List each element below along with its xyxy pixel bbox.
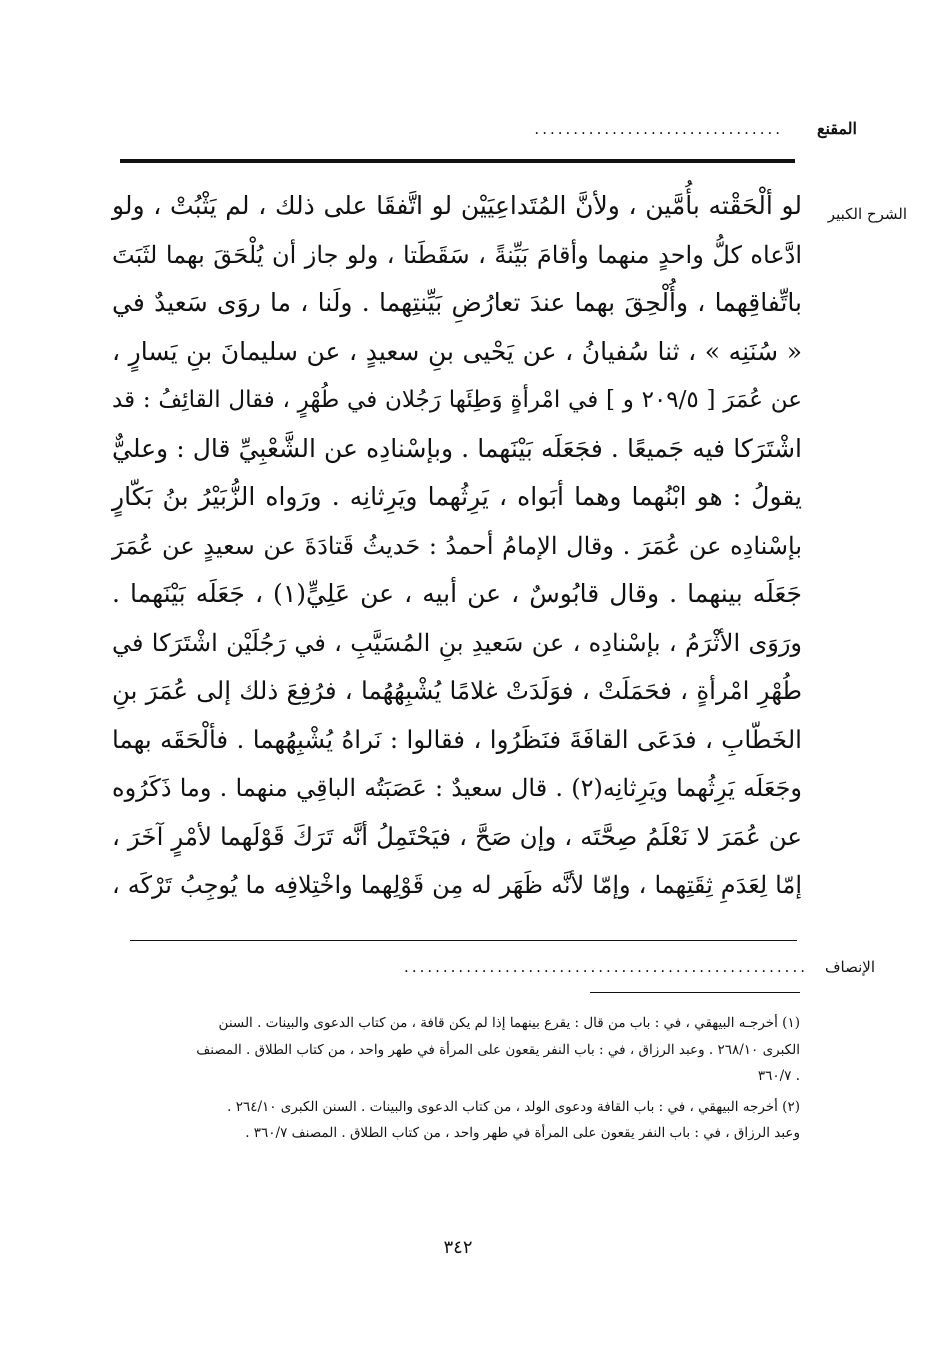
text-line: لو ألْحَقْته بأُمَّين ، ولأنَّ المُتَداعِيَيْن لو اتَّفقَا على ذلك ، لم يَثْبُتْ ، ولو bbox=[112, 191, 802, 220]
text-line: « سُنَنِه » ، ثنا سُفيانُ ، عن يَحْيى بنِ سعيدٍ ، عن سليمانَ بنِ يَسارٍ ، bbox=[112, 336, 802, 366]
insaf-dots: .................................................... bbox=[404, 958, 808, 976]
text-line: عن عُمَرَ [ ٢٠٩/٥ و ] في امْرأةٍ وَطِئَها رَجُلان في طُهْرٍ ، فقال القائِفُ : قد bbox=[112, 387, 802, 413]
page-number: ٣٤٢ bbox=[443, 1237, 473, 1258]
footnote-line: (١) أخرجـه البيهقي ، في : باب من قال : يقرع بينهما إذا لم يكن قافة ، من كتاب الدعوى والبينات . السنن bbox=[218, 1015, 800, 1031]
text-line: وجَعَلَه يَرِثُهما ويَرِثانِه(٢) . قال سعيدٌ : عَصَبَتُه الباقِي منهما . وما ذَكَرُوه bbox=[112, 774, 802, 802]
text-line: ورَوَى الأثْرَمُ ، بإسْنادِه ، عن سَعيدِ بنِ المُسَيَّبِ ، في رَجُلَيْن اشْتَرَكا في bbox=[112, 628, 803, 657]
footnote-line: . ٣٦٠/٧ bbox=[757, 1068, 800, 1084]
text-line: إمّا لِعَدَمِ ثِقَتِهما ، وإمّا لأنَّه ظَهَر له مِن قَوْلِهما واخْتِلافِه ما يُوجِبُ تَرْكَه ، bbox=[112, 871, 802, 899]
header-rule bbox=[120, 159, 795, 163]
footnote-line: وعبد الرزاق ، في : باب النفر يقعون على المرأة في طهر واحد ، من كتاب الطلاق . المصنف ٣٦٠/٧ . bbox=[245, 1125, 800, 1141]
insaf-rule bbox=[130, 940, 797, 941]
text-line: ادَّعاه كلُّ واحدٍ منهما وأقامَ بَيِّنةً ، سَقَطَتا ، ولو جاز أن يُلْحَقَ بهما لثَبَتَ bbox=[112, 240, 802, 269]
header-dots: ................................ bbox=[534, 120, 783, 138]
text-line: جَعَلَه بينهما . وقال قابُوسٌ ، عن أبيه ، عن عَلِيٍّ(١) ، جَعَلَه بَيْنَهما . bbox=[112, 579, 803, 608]
text-line: طُهْرِ امْرأةٍ ، فحَمَلَتْ ، فوَلَدَتْ غلامًا يُشْبِهُهُما ، فرُفِعَ ذلك إلى عُمَرَ بنِ bbox=[112, 676, 802, 705]
main-text-block bbox=[112, 182, 802, 910]
insaf-label: الإنصاف bbox=[824, 958, 875, 976]
text-line: بإسْنادِه عن عُمَرَ . وقال الإمامُ أحمدُ : حَديثُ قَتادَةَ عن سعيدٍ عن عُمَرَ bbox=[112, 531, 802, 560]
text-line: عن عُمَرَ لا نَعْلَمُ صِحَّتَه ، وإن صَحَّ ، فيَحْتَمِلُ أنَّه تَرَكَ قَوْلَهما لأمْرٍ آخَرَ ، bbox=[112, 821, 802, 851]
footnote-line: (٢) أخرجه البيهقي ، في : باب القافة ودعوى الولد ، من كتاب الدعوى والبينات . السنن الكبرى ٢٦٤/١٠ . bbox=[227, 1098, 800, 1115]
footnote-1 bbox=[112, 1010, 800, 1090]
book-title: المقنع bbox=[816, 119, 857, 138]
sharh-kabir-label: الشرح الكبير bbox=[827, 205, 907, 223]
text-line: اشْتَرَكا فيه جَميعًا . فجَعَلَه بَيْنَهما . وبإسْنادِه عن الشَّعْبِيِّ قال : وعليٌّ bbox=[112, 433, 802, 463]
text-line: يقولُ : هو ابْنُهما وهما أبَواه ، يَرِثُهما ويَرِثانِه . ورَواه الزُّبَيْرُ بنُ بَكّارٍ bbox=[112, 482, 802, 511]
text-line: باتِّفاقِهما ، وأُلْحِقَ بهما عندَ تعارُضِ بَيِّنتِهما . ولَنا ، ما روَى سَعيدٌ في bbox=[112, 288, 802, 317]
text-line: الخَطّابِ ، فدَعَى القافَةَ فنَظَرُوا ، فقالوا : نَراهُ يُشْبِهُهما . فألْحَقَه بهما bbox=[112, 724, 802, 754]
footnote-line: الكبرى ٢٦٨/١٠ . وعبد الرزاق ، في : باب النفر يقعون على المرأة في طهر واحد ، من كتاب الطلاق . المصنف bbox=[196, 1041, 800, 1058]
footnote-2 bbox=[112, 1094, 800, 1147]
footnotes bbox=[112, 1010, 800, 1151]
footnote-separator bbox=[590, 992, 800, 993]
